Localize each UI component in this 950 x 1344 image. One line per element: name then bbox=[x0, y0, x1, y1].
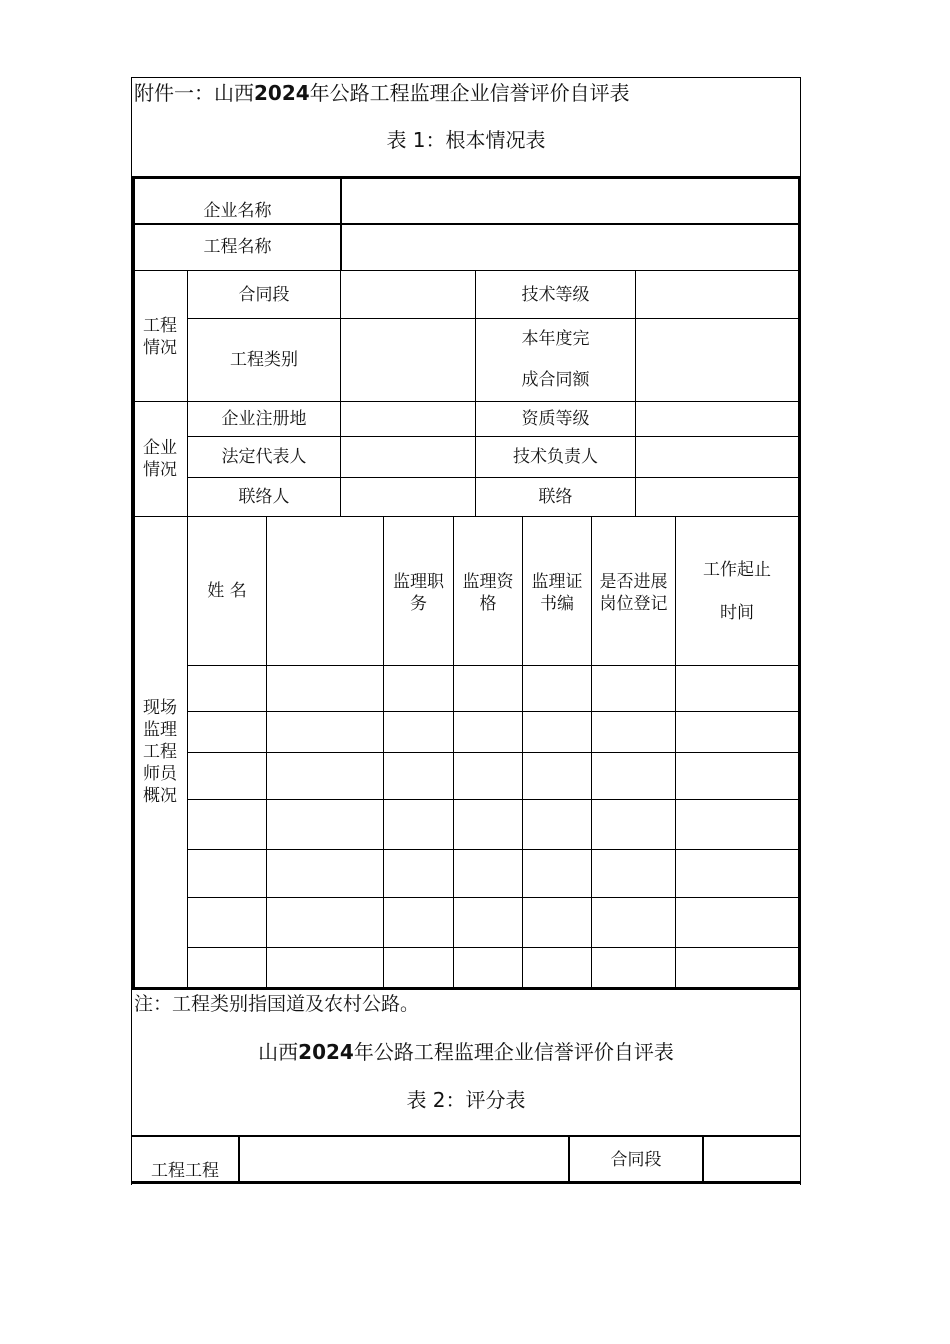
table2-bottom bbox=[131, 1181, 801, 1184]
col-cert-header: 监理证 书编 bbox=[531, 572, 583, 614]
row-line-project-type bbox=[132, 401, 801, 402]
col-time-header-line2: 时间 bbox=[720, 603, 754, 623]
col-registered-header: 是否进展 岗位登记 bbox=[599, 572, 668, 614]
company-name-label: 企业名称 bbox=[203, 201, 272, 221]
company-info-group-label: 企业 情况 bbox=[143, 438, 177, 480]
project-type-label: 工程类别 bbox=[230, 350, 298, 370]
eng-row-line-7 bbox=[187, 947, 801, 948]
table2-contract-value[interactable] bbox=[704, 1137, 800, 1181]
eng-row-line-6 bbox=[187, 897, 801, 898]
table1-left bbox=[132, 176, 135, 989]
table1-title: 表 1：根本情况表 bbox=[386, 128, 546, 152]
table1-note: 注：工程类别指国道及农村公路。 bbox=[134, 993, 420, 1015]
col-line-group bbox=[187, 270, 188, 989]
eng-row-line-1 bbox=[187, 665, 801, 666]
col-line-value1 bbox=[475, 270, 476, 517]
project-info-group-label: 工程 情况 bbox=[143, 316, 177, 358]
eng-row-line-3 bbox=[187, 752, 801, 753]
col-line-label bbox=[340, 270, 341, 517]
row-line-project bbox=[132, 270, 801, 271]
table2-contract-label: 合同段 bbox=[610, 1150, 662, 1170]
eng-row-line-5 bbox=[187, 849, 801, 850]
annual-amount-label-line2: 成合同额 bbox=[521, 370, 590, 390]
tech-lead-label: 技术负责人 bbox=[513, 447, 598, 467]
col-time-header-line1: 工作起止 bbox=[703, 560, 771, 580]
registered-place-label: 企业注册地 bbox=[221, 409, 307, 429]
legal-rep-label: 法定代表人 bbox=[221, 447, 307, 467]
company-name-value[interactable] bbox=[342, 179, 798, 223]
contract-section-label: 合同段 bbox=[238, 285, 290, 305]
eng-row-line-2 bbox=[187, 711, 801, 712]
table2-project-value[interactable] bbox=[240, 1137, 568, 1181]
row-line-contact bbox=[132, 516, 801, 517]
engineers-group-label: 现场 监理 工程 师员 概况 bbox=[143, 698, 177, 806]
row-line-legal bbox=[187, 477, 801, 478]
attachment-title: 附件一：山西2024年公路工程监理企业信誉评价自评表 bbox=[134, 81, 630, 105]
frame-top bbox=[131, 77, 801, 78]
col-position-header: 监理职 务 bbox=[393, 572, 444, 614]
contact-person-label: 联络人 bbox=[238, 487, 290, 507]
qualification-grade-label: 资质等级 bbox=[521, 409, 590, 429]
table1-right bbox=[798, 176, 801, 989]
table2-project-label: 工程工程 bbox=[151, 1161, 219, 1181]
project-name-label: 工程名称 bbox=[203, 237, 272, 257]
table2-main-title: 山西2024年公路工程监理企业信誉评价自评表 bbox=[258, 1040, 674, 1064]
table2-title: 表 2：评分表 bbox=[406, 1088, 526, 1112]
row-line-contract bbox=[187, 318, 801, 319]
table1-bottom bbox=[132, 987, 801, 990]
col-line-label2 bbox=[635, 270, 636, 517]
contact-label: 联络 bbox=[538, 487, 573, 507]
tech-grade-label: 技术等级 bbox=[521, 285, 590, 305]
col-name-header: 姓 名 bbox=[207, 581, 247, 601]
annual-amount-label-line1: 本年度完 bbox=[521, 329, 590, 349]
row-line-registered bbox=[187, 436, 801, 437]
eng-row-line-4 bbox=[187, 799, 801, 800]
project-name-value[interactable] bbox=[342, 225, 798, 270]
col-qualification-header: 监理资 格 bbox=[462, 572, 514, 614]
